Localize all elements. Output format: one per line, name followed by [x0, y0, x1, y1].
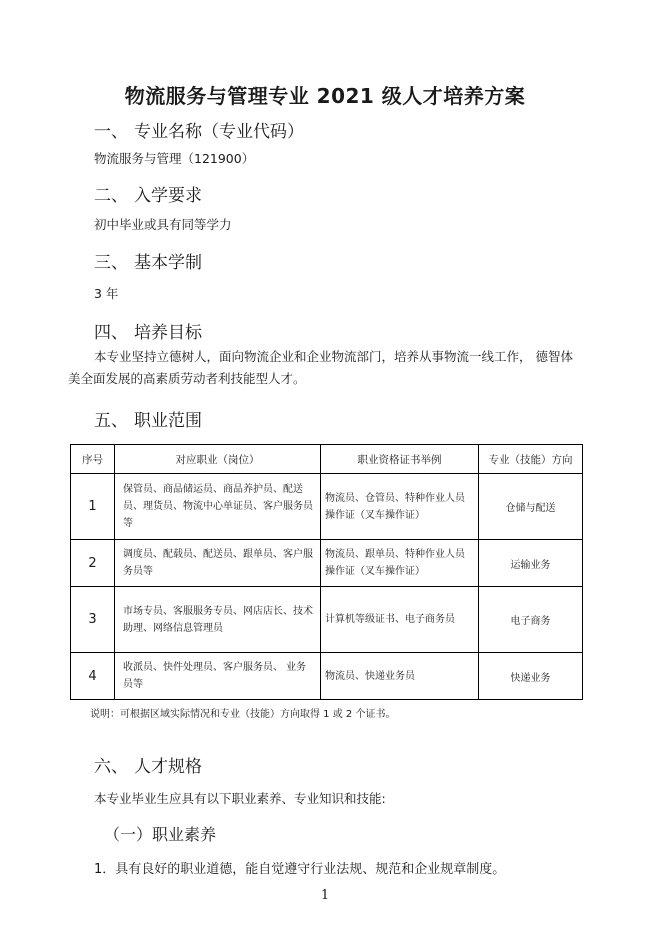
- section-title: 人才规格: [134, 757, 202, 777]
- table-row: [71, 653, 583, 700]
- section-title: 职业范围: [134, 411, 202, 431]
- section-body-4: [68, 346, 584, 390]
- row-direction: 快递业务: [479, 653, 583, 700]
- row-direction: 仓储与配送: [479, 474, 583, 540]
- row-seq: 2: [71, 540, 115, 587]
- section-title: 基本学制: [134, 253, 202, 273]
- row-job: 调度员、配载员、配送员、跟单员、客户服务员等: [115, 540, 321, 587]
- section-title: 培养目标: [134, 323, 202, 343]
- section-number: 五、: [94, 411, 128, 431]
- section-number: 三、: [94, 253, 128, 273]
- document-title: 物流服务与管理专业 2021 级人才培养方案: [124, 84, 526, 108]
- section-number: 二、: [94, 186, 128, 206]
- subsection-heading: （一）职业素养: [104, 825, 217, 844]
- section-number: 六、: [94, 757, 128, 777]
- row-seq: 3: [71, 587, 115, 653]
- row-cert: 计算机等级证书、电子商务员: [321, 587, 479, 653]
- section-heading-3: [94, 248, 202, 273]
- header-cert: 职业资格证书举例: [321, 445, 479, 474]
- table-note: 说明：可根据区域实际情况和专业（技能）方向取得 1 或 2 个证书。: [90, 709, 396, 720]
- section-body-1: 物流服务与管理（121900）: [94, 151, 255, 166]
- table-row: [71, 474, 583, 540]
- row-direction: 运输业务: [479, 540, 583, 587]
- section-body-3: 3 年: [94, 286, 119, 301]
- table-row: [71, 540, 583, 587]
- section-body-2: 初中毕业或具有同等学力: [94, 217, 232, 232]
- section-heading-4: [94, 318, 202, 343]
- row-seq: 4: [71, 653, 115, 700]
- section-title: 入学要求: [134, 186, 202, 206]
- section-heading-5: [94, 406, 202, 431]
- row-direction: 电子商务: [479, 587, 583, 653]
- row-cert: 物流员、仓管员、特种作业人员操作证（叉车操作证）: [321, 474, 479, 540]
- table-row: [71, 587, 583, 653]
- section-title: 专业名称（专业代码）: [134, 122, 304, 142]
- table-header-row: [71, 445, 583, 474]
- list-item: 1．具有良好的职业道德，能自觉遵守行业法规、规范和企业规章制度。: [94, 862, 506, 877]
- section-number: 一、: [94, 122, 128, 142]
- section-heading-6: [94, 752, 202, 777]
- row-cert: 物流员、跟单员、特种作业人员操作证（叉车操作证）: [321, 540, 479, 587]
- section-heading-2: [94, 181, 202, 206]
- section-number: 四、: [94, 323, 128, 343]
- page-number: 1: [320, 888, 330, 903]
- row-seq: 1: [71, 474, 115, 540]
- row-job: 保管员、商品储运员、商品养护员、配送员、理货员、物流中心单证员、客户服务员等: [115, 474, 321, 540]
- section-body-text: 本专业坚持立德树人，面向物流企业和企业物流部门，培养从事物流一线工作， 德智体美全面发展的高素质劳动者利技能型人才。: [68, 349, 573, 386]
- row-cert: 物流员、快递业务员: [321, 653, 479, 700]
- row-job: 收派员、快件处理员、客户服务员、 业务员等: [115, 653, 321, 700]
- section-heading-1: [94, 117, 304, 142]
- section-body-6: 本专业毕业生应具有以下职业素养、专业知识和技能:: [94, 791, 386, 806]
- row-job: 市场专员、客服服务专员、网店店长、技术助理、网络信息管理员: [115, 587, 321, 653]
- header-job: 对应职业（岗位）: [115, 445, 321, 474]
- header-seq: 序号: [71, 445, 115, 474]
- header-direction: 专业（技能）方向: [479, 445, 583, 474]
- career-scope-table: [70, 444, 583, 700]
